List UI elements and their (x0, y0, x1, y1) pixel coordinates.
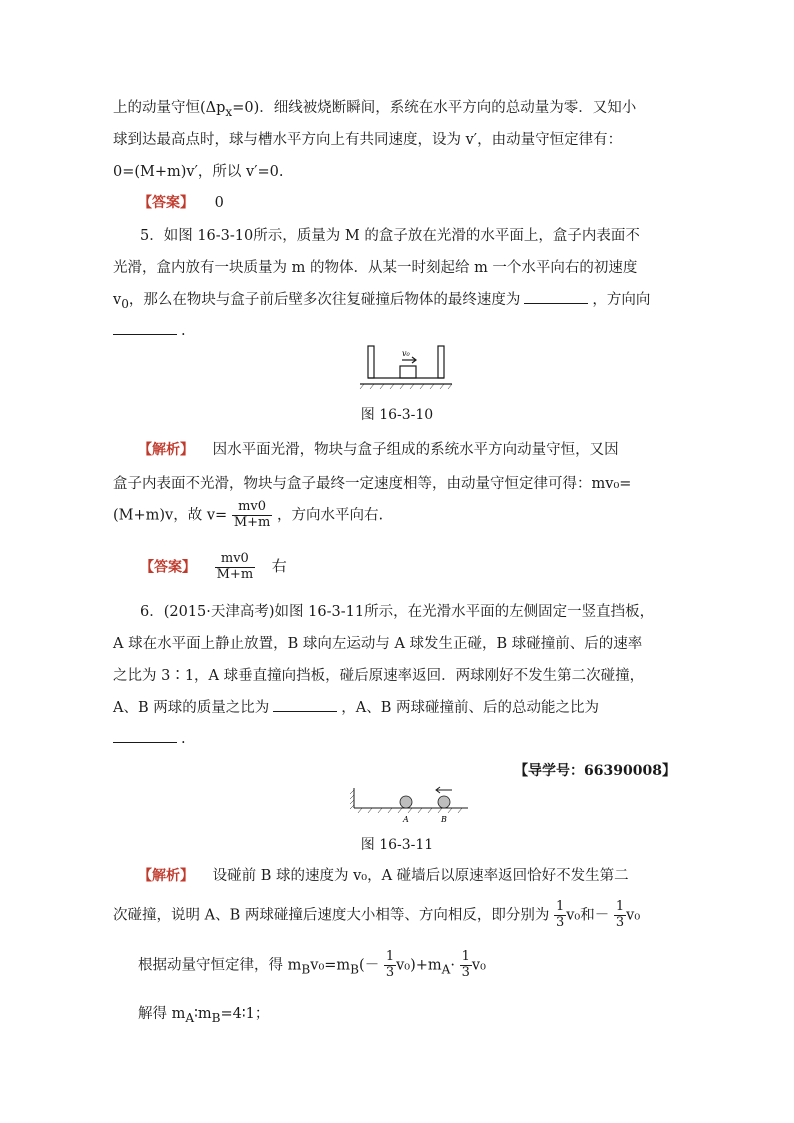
text-seg: 次碰撞，说明 A、B 两球碰撞后速度大小相等、方向相反，即分别为 (113, 907, 550, 924)
text-seg: ，那么在物块与盒子前后壁多次往复碰撞后物体的最终速度为 (128, 292, 521, 308)
question-line: 光滑，盒内放有一块质量为 m 的物体．从某一时刻起给 m 一个水平向右的初速度 (113, 260, 638, 276)
text-seg: A、B 两球的质量之比为 (113, 700, 270, 716)
subscript: B (350, 962, 360, 977)
answer-blank (524, 289, 588, 304)
text-seg: 根据动量守恒定律，得 m (138, 957, 302, 974)
box-right-wall (438, 346, 444, 378)
text-seg: v₀和－ (566, 907, 610, 924)
text-seg: =4∶1； (220, 1006, 270, 1022)
subscript: A (441, 962, 451, 977)
subscript: B (301, 962, 311, 977)
fraction (554, 900, 566, 931)
numerator: 1 (385, 949, 395, 964)
text-seg: 设碰前 B 球的速度为 v₀，A 碰墙后以原速率返回恰好不发生第二 (212, 868, 629, 884)
velocity-label: v₀ (402, 349, 410, 358)
subscript: 0 (121, 296, 129, 311)
analysis-tag: 【解析】 (138, 442, 194, 458)
answer-tag: 【答案】 (138, 195, 194, 211)
answer-blank (113, 320, 177, 335)
text-seg: v₀)+m (396, 957, 442, 974)
denominator: 3 (461, 964, 470, 980)
text-seg: . (181, 731, 186, 747)
text-seg: 上的动量守恒(Δp (113, 100, 226, 116)
collision-figure (348, 786, 472, 826)
analysis-line (113, 900, 640, 931)
fraction (460, 950, 472, 981)
fraction (215, 552, 256, 583)
analysis-line (138, 950, 486, 981)
question-line: 6．(2015·天津高考)如图 16-3-11所示，在光滑水平面的左侧固定一竖直挡板， (140, 604, 655, 620)
box-left-wall (368, 346, 374, 378)
question-line (113, 288, 650, 311)
ball-a (400, 796, 412, 808)
question-line: 5．如图 16-3-10所示，质量为 M 的盒子放在光滑的水平面上，盒子内表面不 (140, 228, 640, 244)
text-seg: v₀=m (310, 957, 351, 974)
analysis-line (138, 438, 619, 459)
numerator: mv0 (232, 500, 273, 516)
question-line (113, 728, 186, 747)
answer-value: 0 (214, 195, 224, 211)
ball-b (438, 796, 450, 808)
subscript: B (211, 1010, 221, 1025)
figure-caption: 图 16-3-11 (360, 837, 434, 853)
block (400, 366, 416, 378)
text-line: 球到达最高点时，球与槽水平方向上有共同速度，设为 v′，由动量守恒定律有： (113, 132, 623, 148)
answer-direction: 右 (271, 557, 287, 576)
answer-blank (273, 697, 337, 712)
text-seg: (－ (359, 957, 380, 974)
text-seg: ，方向向 (592, 292, 651, 308)
numerator: 1 (555, 899, 565, 914)
text-seg: . (181, 323, 186, 339)
fraction (232, 500, 273, 531)
analysis-line (138, 1002, 269, 1025)
denominator: 3 (555, 914, 565, 930)
text-seg: v₀ (626, 907, 641, 924)
answer-line (140, 552, 287, 583)
text-line: 0=(M+m)v′，所以 v′=0. (113, 164, 284, 180)
text-seg: ，A、B 两球碰撞前、后的总动能之比为 (341, 700, 599, 716)
answer-blank (113, 728, 177, 743)
answer-tag: 【答案】 (140, 559, 196, 576)
fraction (614, 900, 626, 931)
analysis-line (138, 864, 629, 885)
label-a: A (403, 815, 409, 824)
text-seg: v (113, 292, 122, 308)
text-seg: · (450, 957, 456, 974)
denominator: 3 (385, 964, 395, 980)
text-seg: ，方向水平向右. (276, 507, 384, 524)
question-line (113, 696, 599, 717)
text-line (113, 96, 636, 119)
fraction (384, 950, 396, 981)
answer-line (138, 192, 224, 212)
numerator: 1 (461, 949, 470, 964)
analysis-line: 盒子内表面不光滑，物块与盒子最终一定速度相等，由动量守恒定律可得：mv₀= (113, 476, 632, 492)
question-line (113, 320, 186, 339)
subscript: x (225, 104, 233, 119)
denominator: M+m (216, 566, 254, 582)
reference-number: 【导学号：66390008】 (514, 763, 676, 779)
figure-caption: 图 16-3-10 (360, 407, 434, 423)
subscript: A (185, 1010, 195, 1025)
text-seg: ∶m (194, 1006, 212, 1022)
analysis-line (113, 500, 383, 531)
denominator: M+m (233, 514, 271, 530)
box-figure (356, 344, 456, 390)
numerator: 1 (615, 899, 625, 914)
question-line: A 球在水平面上静止放置，B 球向左运动与 A 球发生正碰，B 球碰撞前、后的速率 (113, 636, 643, 652)
label-b: B (441, 815, 447, 824)
text-seg: =0)．细线被烧断瞬间，系统在水平方向的总动量为零．又知小 (232, 100, 637, 116)
text-seg: 解得 m (138, 1006, 186, 1022)
numerator: mv0 (215, 552, 256, 568)
text-seg: v₀ (471, 957, 486, 974)
analysis-tag: 【解析】 (138, 868, 194, 884)
question-line: 之比为 3∶1，A 球垂直撞向挡板，碰后原速率返回．两球刚好不发生第二次碰撞， (113, 668, 645, 684)
denominator: 3 (615, 914, 625, 930)
text-seg: (M+m)v，故 v= (113, 507, 228, 524)
text-seg: 因水平面光滑，物块与盒子组成的系统水平方向动量守恒，又因 (212, 442, 619, 458)
